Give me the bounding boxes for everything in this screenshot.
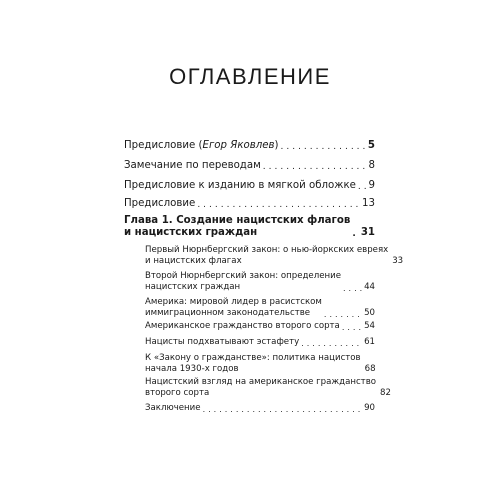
- toc-entry-label-end: ): [274, 140, 279, 151]
- toc-subentry-label-line1: Первый Нюрнбергский закон: о нью-йоркских евреях: [145, 245, 389, 255]
- leader-dots: [324, 310, 362, 319]
- toc-subentry-nazi-view[interactable]: [145, 377, 391, 399]
- leader-dots: [263, 162, 367, 172]
- leader-dots: [280, 142, 365, 152]
- toc-entry-paperback-preface[interactable]: [124, 180, 375, 192]
- toc-entry-label: Предисловие к изданию в мягкой обложке: [124, 180, 356, 191]
- toc-entry-label: Предисловие (: [124, 140, 203, 151]
- toc-subentry-label-line2: иммиграционном законодательстве: [145, 308, 311, 318]
- toc-entry-preface-yakovlev[interactable]: [124, 140, 375, 152]
- toc-subentry-label: Нацисты подхватывают эстафету: [145, 337, 300, 347]
- leader-dots: [203, 405, 363, 414]
- toc-page-number: 31: [360, 227, 375, 238]
- toc-page-number: 90: [364, 403, 375, 413]
- toc-subentry-second-class-citizenship[interactable]: [145, 321, 375, 332]
- toc-subentry-conclusion[interactable]: [145, 403, 375, 414]
- toc-page-number: 13: [362, 198, 375, 209]
- toc-subentry-label-line1: Второй Нюрнбергский закон: определение: [145, 271, 341, 281]
- toc-subentry-label-line1: К «Закону о гражданстве»: политика нацистов: [145, 353, 361, 363]
- leader-dots: [301, 339, 362, 348]
- toc-subentry-america-leader[interactable]: [145, 297, 375, 319]
- leader-dots: [197, 200, 360, 210]
- toc-page-number: 68: [364, 364, 376, 374]
- leader-dots: [358, 182, 367, 192]
- toc-subentry-label: Заключение: [145, 403, 201, 413]
- toc-subentry-nazis-take-over[interactable]: [145, 337, 375, 348]
- toc-page-number: 54: [364, 321, 375, 331]
- toc-subentry-first-nuremberg-law[interactable]: [145, 245, 404, 267]
- toc-subentry-label: Американское гражданство второго сорта: [145, 321, 340, 331]
- toc-entry-label-line1: Глава 1. Создание нацистских флагов: [124, 215, 351, 226]
- toc-entry-label-line2: и нацистских граждан: [124, 227, 258, 238]
- toc-entry-translation-note[interactable]: [124, 160, 375, 172]
- toc-subentry-label-line2: и нацистских флагах: [145, 256, 242, 266]
- toc-subentry-label-line2: нацистских граждан: [145, 282, 241, 292]
- toc-page-number: 61: [364, 337, 375, 347]
- toc-page-number: 33: [392, 256, 404, 266]
- toc-page-number: 44: [364, 282, 375, 292]
- toc-page-number: 9: [368, 180, 375, 191]
- toc-subentry-label-line2: второго сорта: [145, 388, 210, 398]
- toc-title: ОГЛАВЛЕНИЕ: [169, 64, 331, 89]
- toc-subentry-label-line1: Америка: мировой лидер в расистском: [145, 297, 322, 307]
- toc-entry-author: Егор Яковлев: [202, 140, 275, 151]
- toc-subentry-label-line2: начала 1930-х годов: [145, 364, 239, 374]
- toc-entry-label: Замечание по переводам: [124, 160, 261, 171]
- toc-page-number: 8: [368, 160, 375, 171]
- toc-page-number: 50: [364, 308, 375, 318]
- toc-entry-label: Предисловие: [124, 198, 196, 209]
- toc-subentry-citizenship-law[interactable]: [145, 353, 375, 375]
- toc-entry-chapter-1[interactable]: [124, 215, 375, 239]
- toc-subentry-label-line1: Нацистский взгляд на американское гражданство: [145, 377, 377, 387]
- toc-page-number: 5: [367, 140, 375, 151]
- leader-dots: [343, 284, 362, 293]
- toc-entry-preface[interactable]: [124, 198, 375, 210]
- toc-subentry-second-nuremberg-law[interactable]: [145, 271, 375, 293]
- leader-dots: [352, 229, 359, 239]
- leader-dots: [342, 323, 362, 332]
- toc-page-number: 82: [380, 388, 391, 398]
